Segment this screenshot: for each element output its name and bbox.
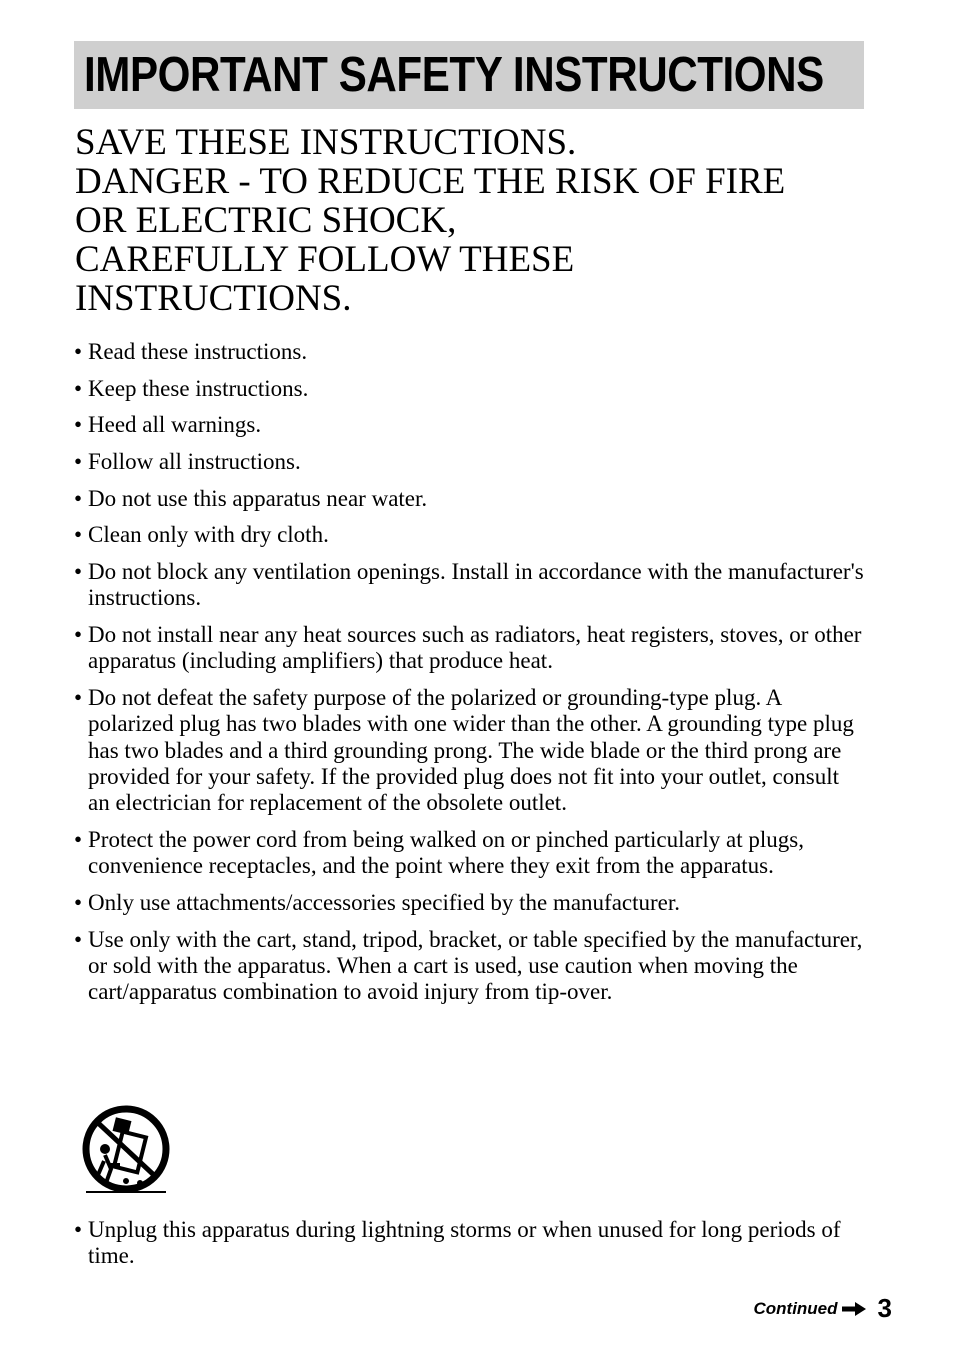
instruction-item: • Clean only with dry cloth. <box>74 522 864 548</box>
instruction-item: • Protect the power cord from being walked on or pinched particularly at plugs, convenience receptacles, and the point where they exit from the apparatus. <box>74 827 864 880</box>
page-number: 3 <box>877 1293 892 1323</box>
instruction-item: • Do not defeat the safety purpose of the polarized or grounding-type plug. A polarized plug has two blades with one wider than the other. A grounding type plug has two blades and a third grounding prong. The wide blade or the third prong are provided for your safety. If the provided plug does not fit into your outlet, consult an electrician for replacement of the obsolete outlet. <box>74 685 864 816</box>
title-banner <box>74 41 864 109</box>
cart-tip-over-warning-icon <box>80 1103 172 1197</box>
arrow-right-icon <box>842 1302 866 1316</box>
subheading-line: OR ELECTRIC SHOCK, <box>75 200 457 241</box>
continued-label: Continued <box>753 1298 838 1318</box>
instruction-item: • Follow all instructions. <box>74 449 864 475</box>
instruction-item: • Read these instructions. <box>74 339 864 365</box>
danger-subheading <box>75 123 875 318</box>
page-footer <box>753 1293 892 1324</box>
instruction-item: • Heed all warnings. <box>74 412 864 438</box>
instruction-list <box>74 339 864 1016</box>
subheading-line: INSTRUCTIONS. <box>75 278 352 319</box>
instruction-item: • Do not install near any heat sources such as radiators, heat registers, stoves, or other apparatus (including amplifiers) that produce heat. <box>74 622 864 675</box>
subheading-line: CAREFULLY FOLLOW THESE <box>75 239 575 280</box>
instruction-item: • Keep these instructions. <box>74 376 864 402</box>
instruction-item: • Do not block any ventilation openings. Install in accordance with the manufacturer's instructions. <box>74 559 864 612</box>
instruction-item: • Do not use this apparatus near water. <box>74 486 864 512</box>
instruction-item: • Use only with the cart, stand, tripod, bracket, or table specified by the manufacturer, or sold with the apparatus. When a cart is used, use caution when moving the cart/apparatus combination to avoid injury from tip-over. <box>74 927 864 1006</box>
subheading-line: SAVE THESE INSTRUCTIONS. <box>75 122 577 163</box>
instruction-list-continued <box>74 1217 864 1280</box>
subheading-line: DANGER - TO REDUCE THE RISK OF FIRE <box>75 161 786 202</box>
instruction-item: • Unplug this apparatus during lightning storms or when unused for long periods of time. <box>74 1217 864 1270</box>
page-title: IMPORTANT SAFETY INSTRUCTIONS <box>84 48 824 102</box>
instruction-item: • Only use attachments/accessories specified by the manufacturer. <box>74 890 864 916</box>
